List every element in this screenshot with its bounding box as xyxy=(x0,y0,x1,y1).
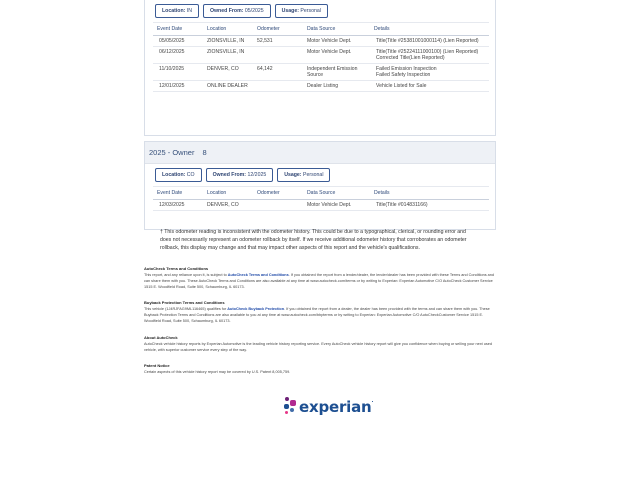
location-cell: DENVER, CO xyxy=(203,200,253,211)
details-cell: Failed Emission Inspection Failed Safety Inspection xyxy=(370,64,489,81)
odometer-cell xyxy=(253,47,303,64)
location-cell: ZIONSVILLE, IN xyxy=(203,47,253,64)
patent-title: Patent Notice xyxy=(144,363,170,368)
event-date-cell: 05/05/2025 xyxy=(153,36,203,47)
event-date-cell: 11/10/2025 xyxy=(153,64,203,81)
about-text: AutoCheck vehicle history reports by Experian Automotive is the leading vehicle history reporting service. Every AutoCheck vehicle history report will give you confidence when buying or selling your next used vehicle, with superior customer service every step of the way. xyxy=(144,342,493,352)
data-source-cell: Motor Vehicle Dept. xyxy=(303,36,370,47)
col-odometer: Odometer xyxy=(253,23,303,36)
table-row xyxy=(153,81,489,92)
location-cell: ONLINE DEALER xyxy=(203,81,253,92)
data-source-cell: Independent Emission Source xyxy=(303,64,370,81)
logo-dot xyxy=(284,404,289,409)
location-pill: Location: CO xyxy=(155,168,202,182)
usage-pill: Usage: Personal xyxy=(277,168,330,182)
owned-from-pill: Owned From: 12/2025 xyxy=(206,168,274,182)
buyback-terms-section xyxy=(144,300,496,324)
details-cell: Vehicle Listed for Sale xyxy=(370,81,489,92)
event-date-cell: 06/12/2025 xyxy=(153,47,203,64)
table-header-row xyxy=(153,23,489,36)
table-row xyxy=(153,200,489,211)
experian-logo xyxy=(284,396,373,418)
odometer-cell: 64,142 xyxy=(253,64,303,81)
logo-dot xyxy=(290,400,296,406)
event-date-cell: 12/03/2025 xyxy=(153,200,203,211)
patent-section xyxy=(144,363,496,375)
owner-2-header[interactable] xyxy=(145,142,495,164)
table-header-row xyxy=(153,187,489,200)
details-cell: Title(Title #25381001000114) (Lien Reported) xyxy=(370,36,489,47)
owned-from-pill: Owned From: 05/2025 xyxy=(203,4,271,18)
col-event-date: Event Date xyxy=(153,187,203,200)
details-cell: Title(Title #25224111000100) (Lien Reported) Corrected Title(Lien Reported) xyxy=(370,47,489,64)
col-data-source: Data Source xyxy=(303,187,370,200)
about-title: About AutoCheck xyxy=(144,335,178,340)
col-odometer: Odometer xyxy=(253,187,303,200)
owner-1-card xyxy=(144,0,496,136)
logo-dot xyxy=(285,411,288,414)
odometer-note: † This odometer reading is inconsistent with the odometer history. This could be due to a typographical, clerical, or rounding error and does not necessarily represent an odometer rollback by itself. If we receive additional odometer history that corroborates an odometer rollback, this display may change and that may impact other aspects of this report and the vehicle's qualifications. xyxy=(160,229,467,251)
event-date-cell: 12/01/2025 xyxy=(153,81,203,92)
col-location: Location xyxy=(203,23,253,36)
owner-count: 8 xyxy=(202,148,207,157)
data-source-cell: Motor Vehicle Dept. xyxy=(303,47,370,64)
col-details: Details xyxy=(370,187,489,200)
buyback-text: This vehicle (1J4RJFAG9ML116465) qualifies for AutoCheck Buyback Protection. If you obtained the report from a dealer, the dealer has been provided with the terms and can share them with you. These Buyback Protection Terms and Conditions are also available to you at any time at www.autocheck.com/bbpterms or by writing to Experian: Experian Automotive C/O AutoCheckCustomer Service 1515 E. Woodfield Road, Suite 500, Schaumburg, IL 60173. xyxy=(144,307,490,323)
logo-dot xyxy=(285,397,289,401)
buyback-title: Buyback Protection Terms and Conditions xyxy=(144,300,225,305)
terms-link[interactable]: AutoCheck Terms and Conditions xyxy=(227,273,289,277)
about-section xyxy=(144,335,496,353)
owner-1-events-table xyxy=(153,22,489,92)
owner-title: 2025 - Owner xyxy=(149,148,195,157)
data-source-cell: Dealer Listing xyxy=(303,81,370,92)
col-location: Location xyxy=(203,187,253,200)
odometer-cell xyxy=(253,81,303,92)
data-source-cell: Motor Vehicle Dept. xyxy=(303,200,370,211)
autocheck-terms-section xyxy=(144,266,496,290)
col-details: Details xyxy=(370,23,489,36)
details-cell: Title(Title #014831166) xyxy=(370,200,489,211)
table-row xyxy=(153,64,489,81)
usage-pill: Usage: Personal xyxy=(275,4,328,18)
buyback-link[interactable]: AutoCheck Buyback Protection xyxy=(227,307,285,311)
location-pill: Location: IN xyxy=(155,4,199,18)
location-cell: DENVER, CO xyxy=(203,64,253,81)
table-row xyxy=(153,36,489,47)
col-data-source: Data Source xyxy=(303,23,370,36)
experian-dots-icon xyxy=(284,397,298,417)
owner-2-events-table xyxy=(153,186,489,211)
terms-text: This report, and any reliance upon it, is subject to AutoCheck Terms and Conditions. If you obtained the report from a lender/dealer, the lender/dealer has been provided with these Terms and Conditions and can share them with you. These AutoCheck Terms and Conditions are also available at any time at www.autocheck.com/terms or by writing to Experian: Experian Automotive C/O AutoCheck Customer Service 1515 E. Woodfield Road, Suite 500, Schaumburg, IL 60173. xyxy=(144,273,495,289)
location-cell: ZIONSVILLE, IN xyxy=(203,36,253,47)
odometer-cell xyxy=(253,200,303,211)
logo-dot xyxy=(290,408,294,412)
owner-2-pills xyxy=(145,164,495,186)
terms-title: AutoCheck Terms and Conditions xyxy=(144,266,209,271)
patent-text: Certain aspects of this vehicle history report may be covered by U.S. Patent 8,005,759. xyxy=(144,370,291,374)
odometer-cell: 52,531 xyxy=(253,36,303,47)
table-row xyxy=(153,47,489,64)
owner-1-pills xyxy=(145,0,495,22)
owner-2-card xyxy=(144,141,496,230)
col-event-date: Event Date xyxy=(153,23,203,36)
experian-wordmark: experian. xyxy=(299,398,374,416)
